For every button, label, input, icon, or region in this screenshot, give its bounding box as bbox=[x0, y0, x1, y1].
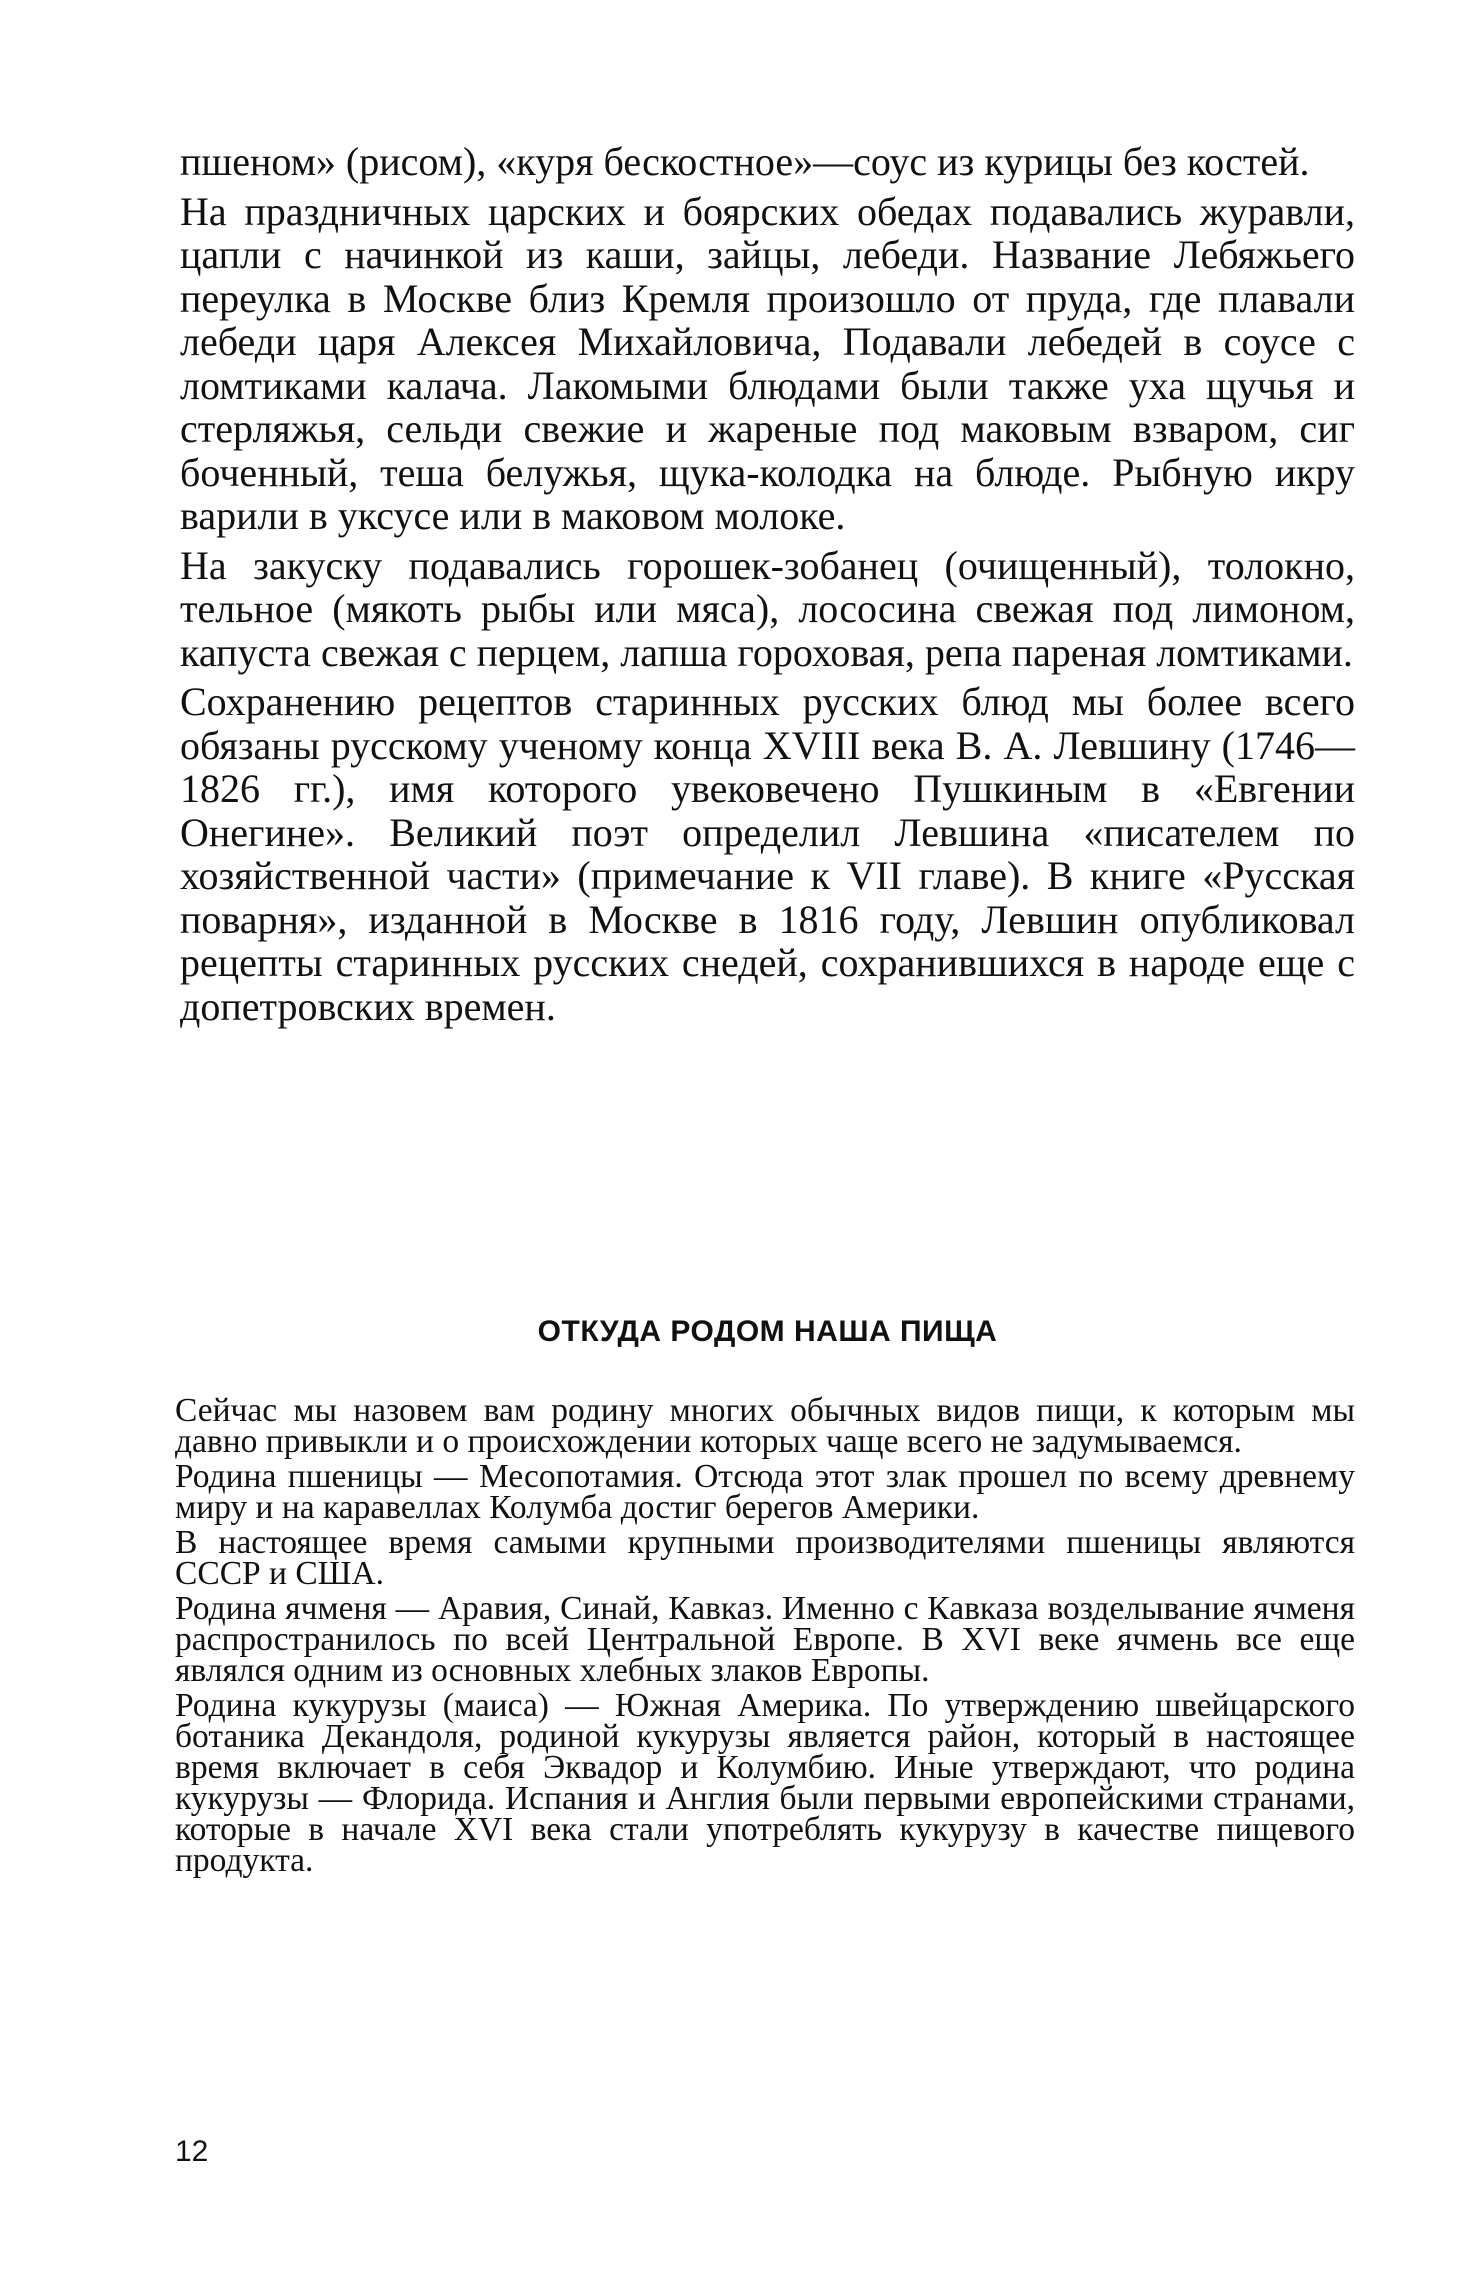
paragraph: Сохранению рецептов старинных русских блюд мы более всего обязаны русскому ученому конца XVIII века В. А. Левшину (1746—1826 гг.), имя которого увековечено Пушкиным в «Евгении Онегине». Великий поэт определил Левшина «писателем по хозяйственной части» (примечание к VII главе). В книге «Русская поварня», изданной в Москве в 1816 году, Левшин опубликовал рецепты старинных русских снедей, сохранившихся в народе еще с допетровских времен. bbox=[180, 679, 1355, 1029]
paragraph: В настоящее время самыми крупными производителями пшеницы являются СССР и США. bbox=[175, 1524, 1355, 1592]
paragraph: На закуску подавались горошек-зобанец (очищенный), толокно, тельное (мякоть рыбы или мяса), лососина свежая под лимоном, капуста свежая с перцем, лапша гороховая, репа пареная ломтиками. bbox=[180, 542, 1355, 675]
paragraph: Родина кукурузы (маиса) — Южная Америка. По утверждению швейцарского ботаника Декандоля, родиной кукурузы является район, который в настоящее время включает в себя Эквадор и Колумбию. Иные утверждают, что родина кукурузы — Флорида. Испания и Англия были первыми европейскими странами, которые в начале XVI века стали употреблять кукурузу в качестве пищевого продукта. bbox=[175, 1687, 1355, 1879]
paragraph: На праздничных царских и боярских обедах подавались журавли, цапли с начинкой из каши, зайцы, лебеди. Название Лебяжьего переулка в Москве близ Кремля произошло от пруда, где плавали лебеди царя Алексея Михайловича, Подавали лебедей в соусе с ломтиками калача. Лакомыми блюдами были также уха щучья и стерляжья, сельди свежие и жареные под маковым взваром, сиг боченный, теша белужья, щука-колодка на блюде. Рыбную икру варили в уксусе или в маковом молоке. bbox=[180, 188, 1355, 538]
body-text-section bbox=[175, 1392, 1355, 1880]
paragraph: Родина пшеницы — Месопотамия. Отсюда этот злак прошел по всему древнему миру и на каравеллах Колумба достиг берегов Америки. bbox=[175, 1458, 1355, 1526]
paragraph: пшеном» (рисом), «куря бескостное»—соус из курицы без костей. bbox=[180, 139, 1310, 184]
paragraph: Родина ячменя — Аравия, Синай, Кавказ. Именно с Кавказа возделывание ячменя распространилось по всей Центральной Европе. В XVI веке ячмень все еще являлся одним из основных хлебных злаков Европы. bbox=[175, 1590, 1355, 1689]
section-heading: ОТКУДА РОДОМ НАША ПИЩА bbox=[537, 1315, 998, 1348]
body-text-upper bbox=[180, 140, 1355, 1034]
paragraph: Сейчас мы назовем вам родину многих обычных видов пищи, к которым мы давно привыкли и о происхождении которых чаще всего не задумываемся. bbox=[175, 1392, 1355, 1460]
page-number: 12 bbox=[175, 2135, 209, 2168]
